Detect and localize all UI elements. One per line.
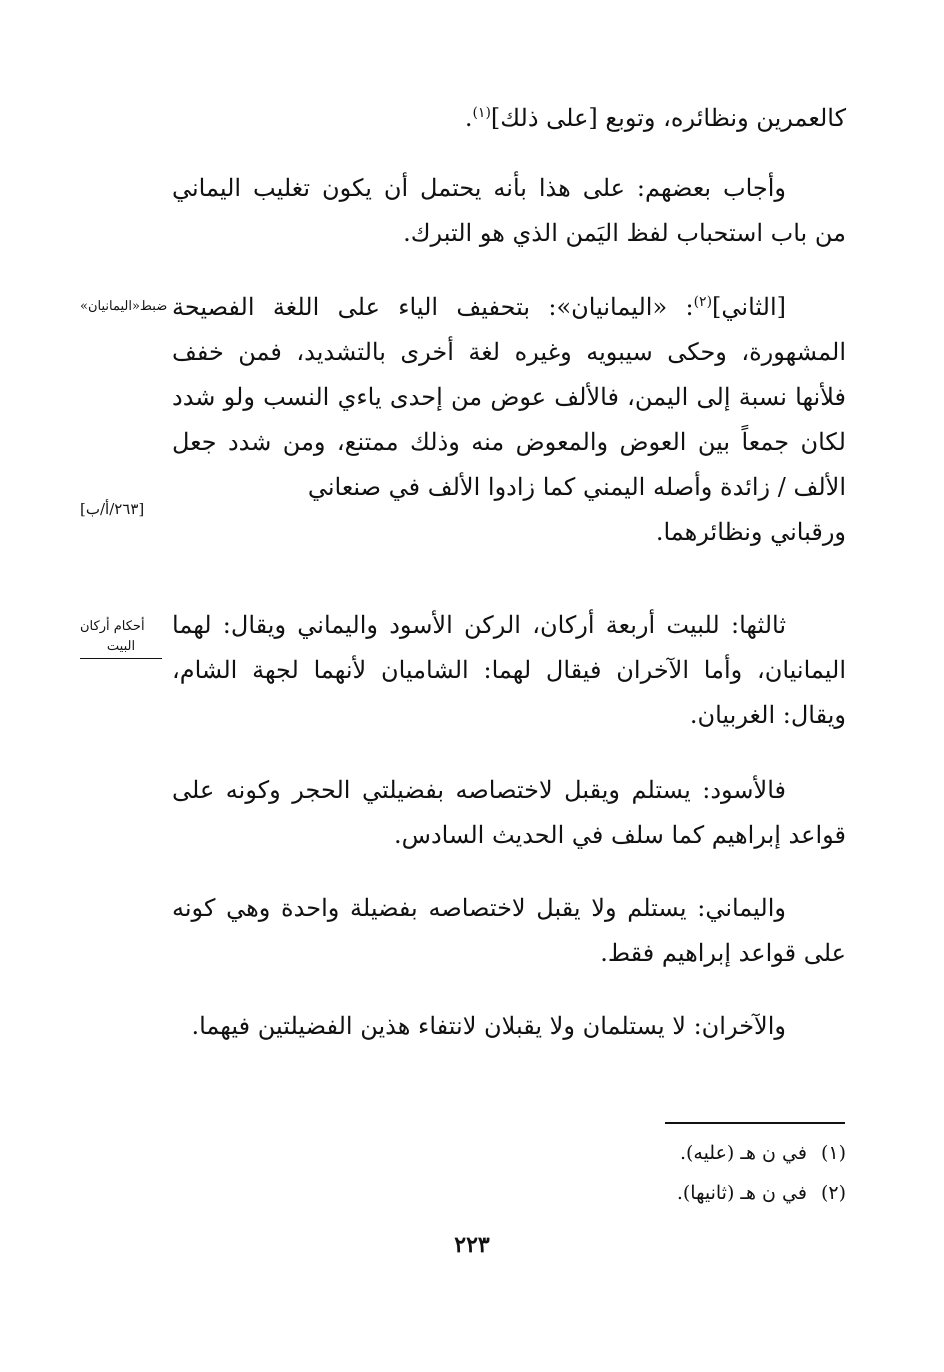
paragraph-2: وأجاب بعضهم: على هذا بأنه يحتمل أن يكون تغليب اليماني من باب استحباب لفظ اليَمن الذي هو التبرك. [172,174,846,247]
footnote-separator [665,1122,845,1124]
page-number: ٢٢٣ [454,1232,490,1258]
paragraph-4: ثالثها: للبيت أربعة أركان، الركن الأسود واليماني ويقال: لهما اليمانيان، وأما الآخران فيقال لهما: الشاميان لأنهما لجهة الشام، ويقال: الغربيان. [172,611,846,729]
paragraph-3-end: ورقباني ونظائرهما. [655,518,846,546]
paragraph-3 [172,285,846,555]
footnote-ref-2[interactable]: (٢) [693,294,713,310]
margin-note-bayt: البيت [80,638,162,659]
paragraph-3-heading: [الثاني] [712,293,786,321]
footnote-2 [500,1180,846,1206]
margin-note-ahkam: أحكام أركان [80,619,145,634]
paragraph-7: والآخران: لا يستلمان ولا يقبلان لانتفاء هذين الفضيلتين فيهما. [191,1012,786,1040]
footnote-2-number: (٢) [820,1182,846,1204]
footnote-1 [500,1140,846,1166]
margin-note-dabt: ضبط«اليمانيان» [80,299,168,314]
footnote-1-number: (١) [820,1142,846,1164]
footnote-2-text: في ن هـ (ثانيها). [676,1182,807,1204]
paragraph-5: فالأسود: يستلم ويقبل لاختصاصه بفضيلتي الحجر وكونه على قواعد إبراهيم كما سلف في الحديث السادس. [172,776,846,849]
paragraph-1 [172,96,846,141]
paragraph-3-text: : «اليمانيان»: بتحفيف الياء على اللغة الفصيحة المشهورة، وحكى سيبويه وغيره لغة أخرى بالتشديد، فمن خفف فلأنها نسبة إلى اليمن، فالألف عوض من إحدى ياءي النسب ولو شدد لكان جمعاً بين العوض والمعوض منه وذلك ممتنع، ومن شدد جعل الألف / زائدة وأصله اليمني كما زادوا الألف في صنعاني [172,293,846,501]
margin-note-folio: [٢٦٣/أ/ب] [80,500,145,518]
paragraph-6: واليماني: يستلم ولا يقبل لاختصاصه بفضيلة واحدة وهي كونه على قواعد إبراهيم فقط. [172,894,846,967]
footnote-ref-1[interactable]: (١) [472,105,491,121]
paragraph-1-end: . [464,104,473,132]
footnote-1-text: في ن هـ (عليه). [679,1142,807,1164]
paragraph-1-text: كالعمرين ونظائره، وتوبع [على ذلك] [490,104,846,132]
